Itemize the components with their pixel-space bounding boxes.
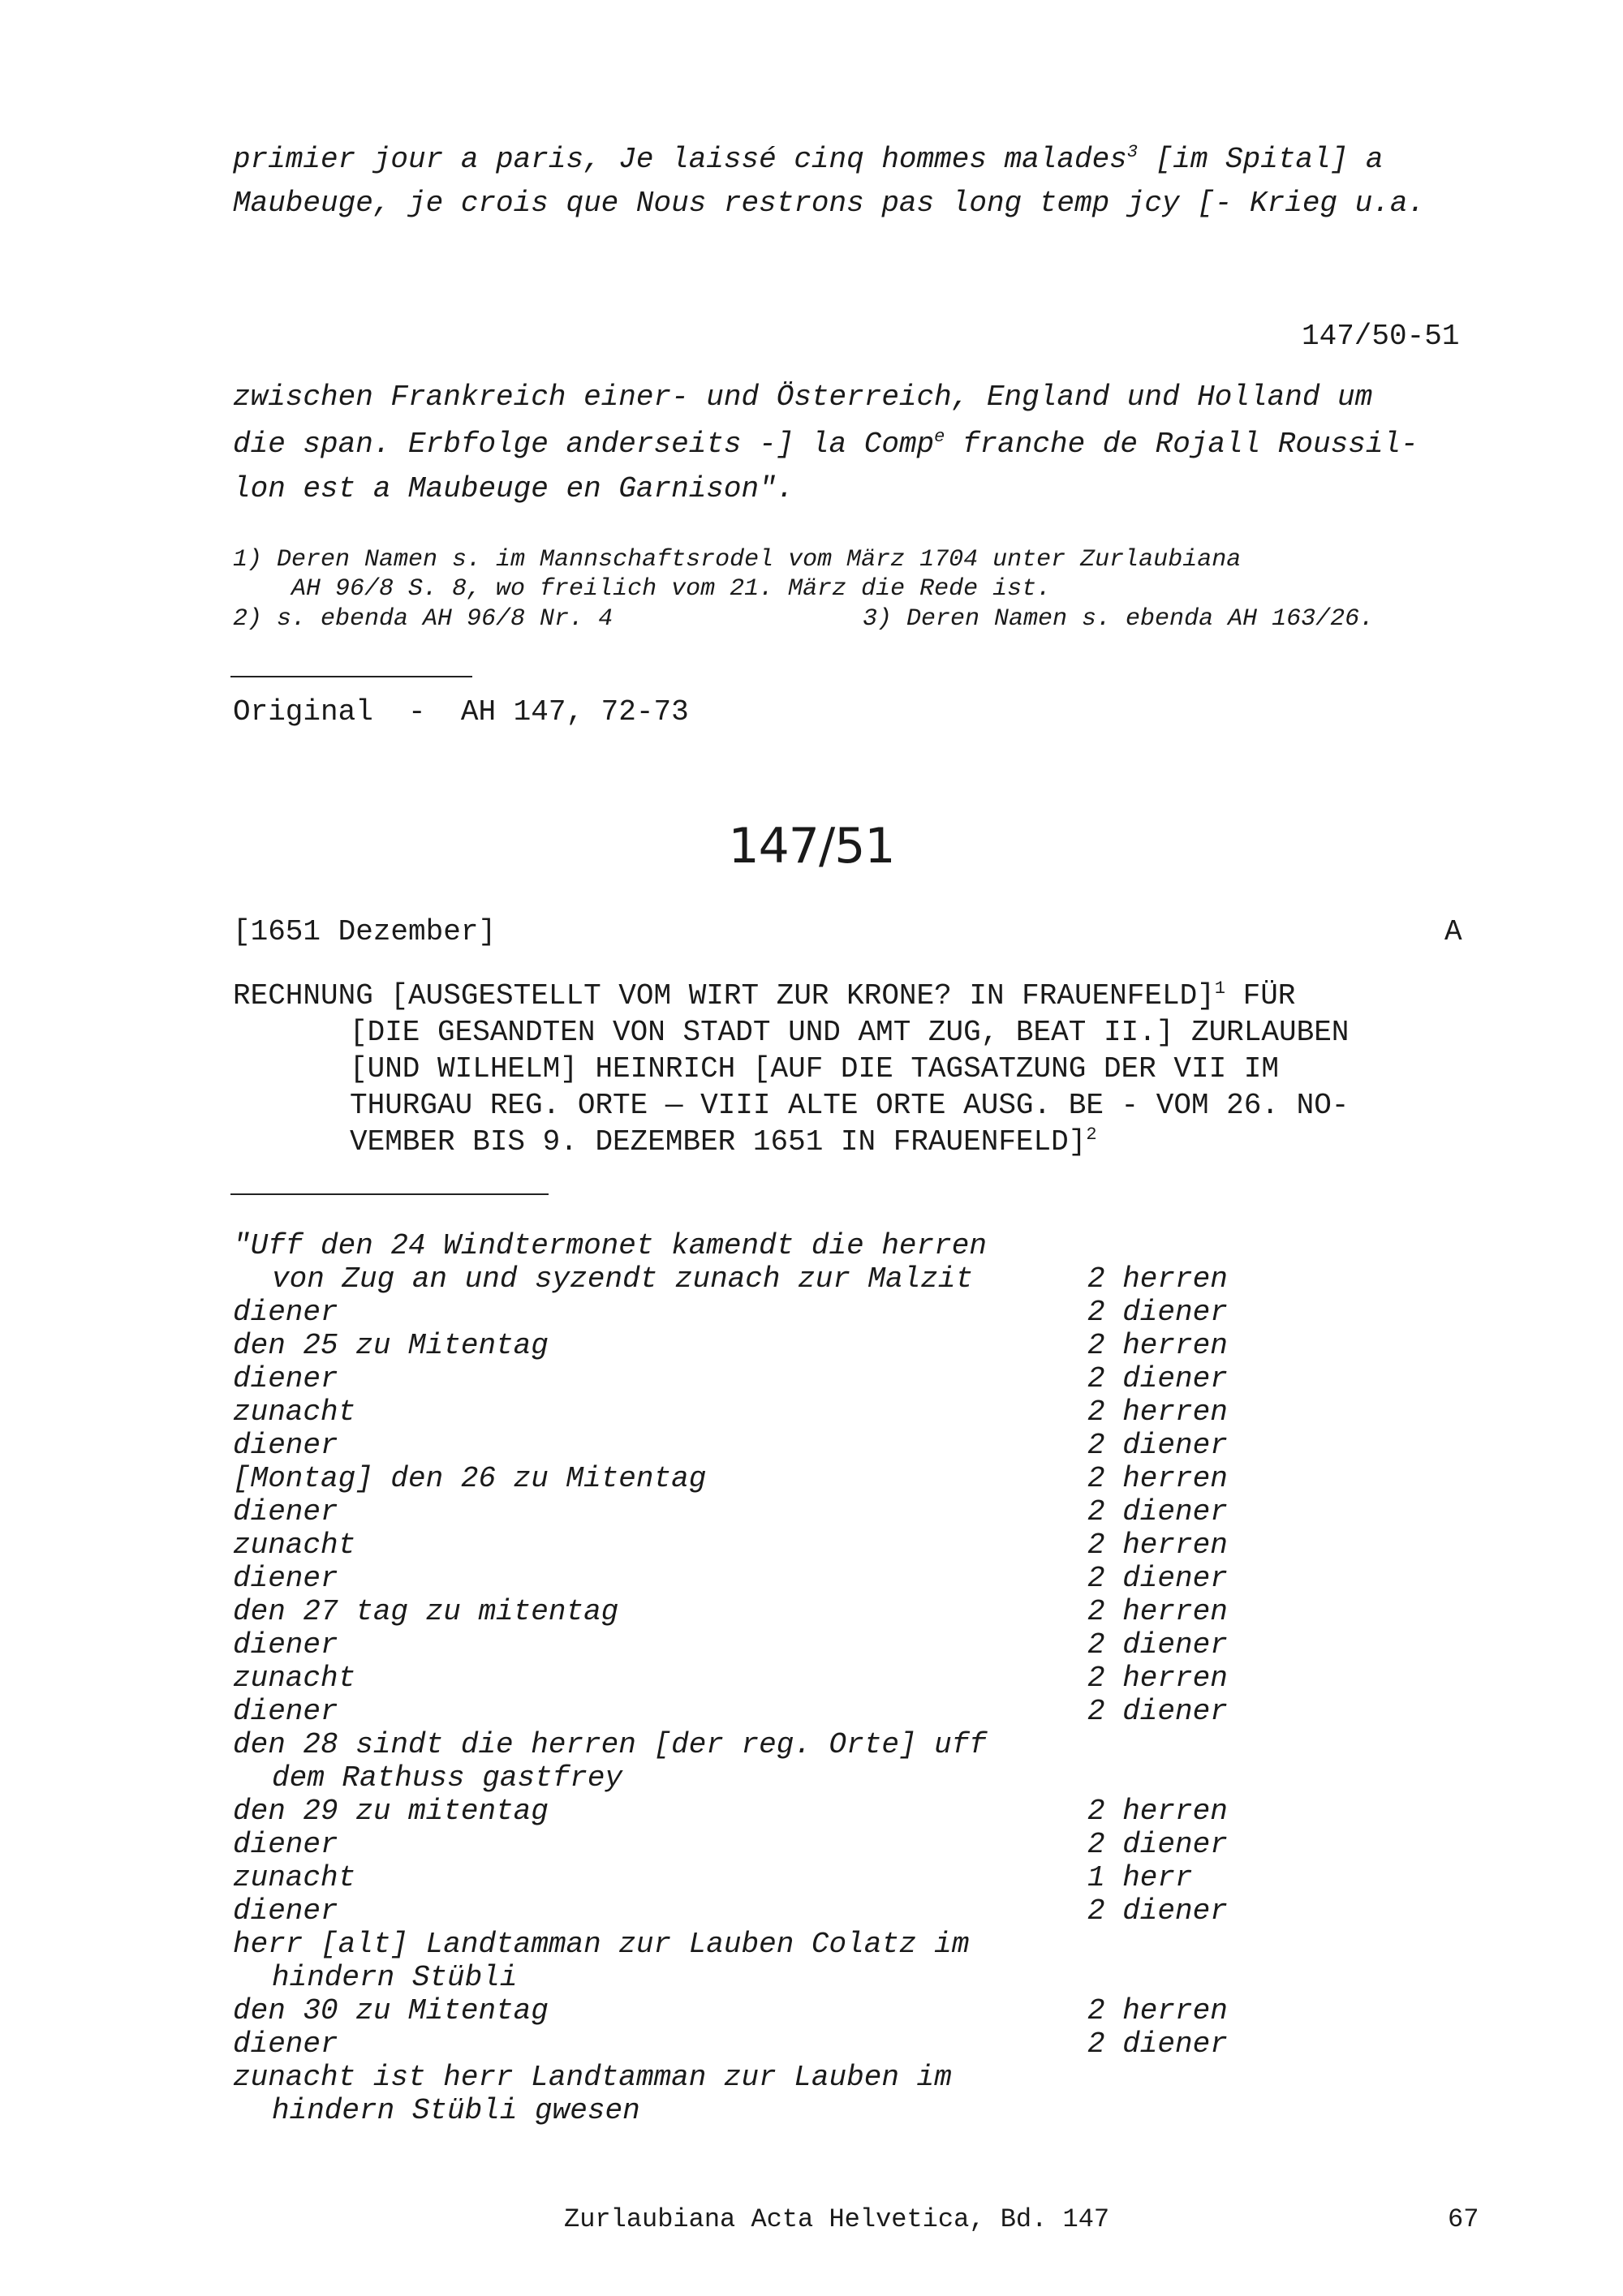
entry-text: den 27 tag zu mitentag [233,1595,619,1628]
entry-row [233,1961,1255,1994]
entry-text: zunacht [233,1529,356,1562]
document-letter: A [1444,915,1462,948]
entry-text: dem Rathuss gastfrey [272,1761,623,1795]
entry-row [233,1994,1255,2027]
entry-text: diener [233,1562,338,1595]
entry-text: den 29 zu mitentag [233,1795,549,1828]
heading-line-5-main: VEMBER BIS 9. DEZEMBER 1651 IN FRAUENFELD] [350,1125,1087,1159]
top-text-line-1-end: [im Spital] a [1137,143,1384,176]
entry-row [233,1329,1255,1362]
entry-text: den 30 zu Mitentag [233,1994,549,2027]
entry-row [233,1894,1255,1928]
footer-publication: Zurlaubiana Acta Helvetica, Bd. 147 [564,2204,1110,2234]
entry-row [233,1462,1255,1495]
top-text-line-1 [233,143,1383,176]
heading-line-5 [350,1124,1097,1161]
entry-text: "Uff den 24 Windtermonet kamendt die herren [233,1229,987,1262]
entry-row [233,1529,1255,1562]
entry-text: zunacht [233,1395,356,1429]
entry-count: 2 diener [1087,1828,1228,1861]
entry-count: 2 herren [1087,1795,1228,1828]
heading-line-3: [UND WILHELM] HEINRICH [AUF DIE TAGSATZUNG DER VII IM [350,1052,1279,1086]
heading-line-2: [DIE GESANDTEN VON STADT UND AMT ZUG, BEAT II.] ZURLAUBEN [350,1016,1350,1049]
entry-row [233,1395,1255,1429]
divider-short [230,676,472,677]
entry-count: 2 diener [1087,1429,1228,1462]
entry-text: zunacht [233,1861,356,1894]
entry-row [233,1362,1255,1395]
entry-count: 2 herren [1087,1662,1228,1695]
entry-count: 2 herren [1087,1329,1228,1362]
footnote-1-line-2: AH 96/8 S. 8, wo freilich vom 21. März die Rede ist. [291,575,1052,603]
entry-row [233,2061,1255,2094]
entry-row [233,1795,1255,1828]
heading-line-1 [233,978,1295,1015]
top-text-line-2: Maubeuge, je crois que Nous restrons pas long temp jcy [- Krieg u.a. [233,187,1426,220]
entry-row [233,1595,1255,1628]
footnote-1-line-1: 1) Deren Namen s. im Mannschaftsrodel vom März 1704 unter Zurlaubiana [233,546,1242,574]
entry-row [233,1628,1255,1662]
entry-count: 2 diener [1087,1695,1228,1728]
entry-text: diener [233,1828,338,1861]
entry-count: 2 diener [1087,1495,1228,1529]
entry-count: 2 diener [1087,1894,1228,1928]
source-reference: Original - AH 147, 72-73 [233,695,689,729]
entry-text: diener [233,1296,338,1329]
entry-row [233,1761,1255,1795]
entry-row [233,1562,1255,1595]
entry-text: [Montag] den 26 zu Mitentag [233,1462,707,1495]
heading-line-4: THURGAU REG. ORTE — VIII ALTE ORTE AUSG. BE - VOM 26. NO- [350,1089,1350,1122]
page-number: 67 [1448,2204,1479,2234]
entry-text: diener [233,1495,338,1529]
entry-row [233,1262,1255,1296]
entry-count: 2 diener [1087,1362,1228,1395]
entry-text: diener [233,1362,338,1395]
reference-number: 147/50-51 [1302,320,1460,353]
entry-count: 2 herren [1087,1529,1228,1562]
continued-line-2-end: franche de Rojall Roussil- [945,428,1419,461]
entry-row [233,2094,1255,2127]
superscript-e: e [934,427,945,447]
entry-count: 2 herren [1087,1462,1228,1495]
entry-text: diener [233,1429,338,1462]
heading-line-1-main: RECHNUNG [AUSGESTELLT VOM WIRT ZUR KRONE? IN FRAUENFELD] [233,979,1215,1013]
footnote-3: 3) Deren Namen s. ebenda AH 163/26. [863,605,1375,633]
footnote-marker-3: 3 [1126,142,1138,162]
entry-row [233,1662,1255,1695]
entry-count: 2 diener [1087,1628,1228,1662]
footnote-marker-2: 2 [1086,1124,1097,1145]
document-date: [1651 Dezember] [233,915,497,948]
entry-text: diener [233,1628,338,1662]
entry-text: diener [233,2027,338,2061]
account-entries [233,1229,1255,2127]
document-title: 147/51 [728,818,895,875]
entry-count: 2 herren [1087,1994,1228,2027]
entry-count: 2 diener [1087,2027,1228,2061]
entry-text: den 25 zu Mitentag [233,1329,549,1362]
entry-count: 2 herren [1087,1595,1228,1628]
entry-text: von Zug an und syzendt zunach zur Malzit [272,1262,974,1296]
entry-row [233,1296,1255,1329]
entry-row [233,1695,1255,1728]
entry-text: diener [233,1695,338,1728]
entry-text: herr [alt] Landtamman zur Lauben Colatz im [233,1928,970,1961]
entry-text: diener [233,1894,338,1928]
entry-text: hindern Stübli [272,1961,518,1994]
continued-line-2 [233,428,1419,461]
entry-count: 2 herren [1087,1395,1228,1429]
entry-row [233,2027,1255,2061]
heading-line-1-end: FÜR [1225,979,1296,1013]
continued-line-2-main: die span. Erbfolge anderseits -] la Comp [233,428,935,461]
top-text-line-1-main: primier jour a paris, Je laissé cinq hommes malades [233,143,1127,176]
entry-count: 2 diener [1087,1562,1228,1595]
entry-row [233,1229,1255,1262]
footnote-2: 2) s. ebenda AH 96/8 Nr. 4 [233,605,613,633]
entry-row [233,1828,1255,1861]
entry-text: hindern Stübli gwesen [272,2094,640,2127]
entry-text: zunacht ist herr Landtamman zur Lauben im [233,2061,952,2094]
continued-line-3: lon est a Maubeuge en Garnison". [233,472,794,505]
entry-text: zunacht [233,1662,356,1695]
entry-row [233,1928,1255,1961]
entry-row [233,1861,1255,1894]
continued-line-1: zwischen Frankreich einer- und Österreich, England und Holland um [233,381,1373,414]
entry-count: 1 herr [1087,1861,1193,1894]
entry-text: den 28 sindt die herren [der reg. Orte] uff [233,1728,987,1761]
footnote-marker-1: 1 [1214,978,1225,999]
entry-row [233,1728,1255,1761]
entry-row [233,1495,1255,1529]
entry-count: 2 diener [1087,1296,1228,1329]
entry-row [233,1429,1255,1462]
entry-count: 2 herren [1087,1262,1228,1296]
divider-heading [230,1193,549,1195]
